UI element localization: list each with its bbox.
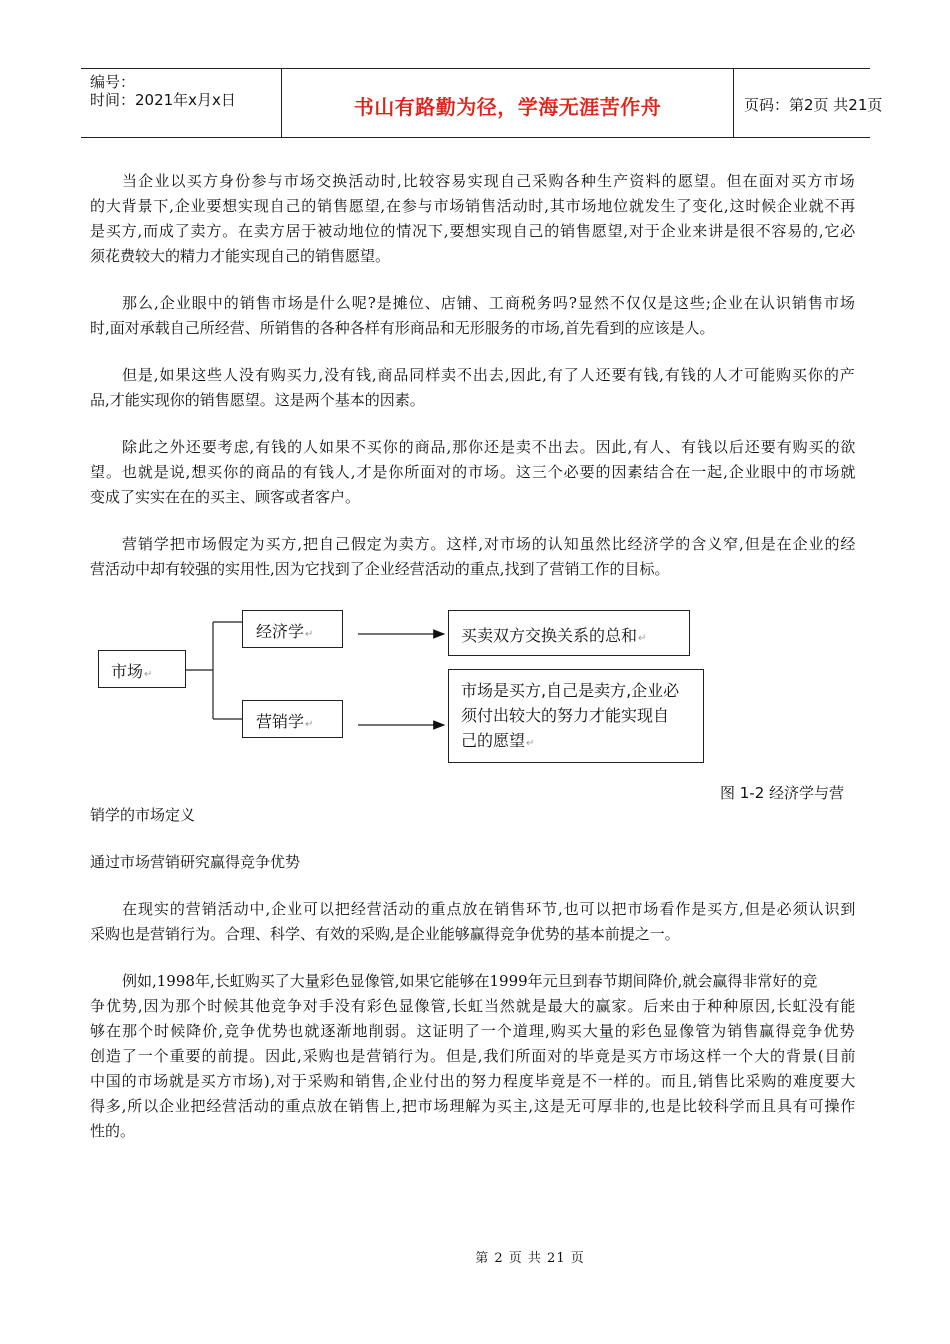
marketing-definition-box	[448, 669, 704, 763]
section-heading: 通过市场营销研究赢得竞争优势	[90, 853, 301, 871]
text-line: 争优势,因为那个时候其他竞争对手没有彩色显像管,长虹当然就是最大的赢家。后来由于种种原因,长虹没有能	[90, 997, 857, 1015]
header-page-cell	[734, 69, 883, 137]
text-line: 那么,企业眼中的销售市场是什么呢?是摊位、店铺、工商税务吗?显然不仅仅是这些;企业在认识销售市场	[122, 294, 856, 312]
text-line: 品,才能实现你的销售愿望。这是两个基本的因素。	[90, 391, 425, 409]
economics-box	[242, 610, 343, 648]
text-line: 但是,如果这些人没有购买力,没有钱,商品同样卖不出去,因此,有了人还要有钱,有钱的人才可能购买你的产	[122, 366, 856, 384]
header-motto: 书山有路勤为径，学海无涯苦作舟	[353, 95, 662, 119]
text-line: 中国的市场就是买方市场),对于采购和销售,企业付出的努力程度毕竟是不一样的。而且,销售比采购的难度要大	[90, 1072, 857, 1090]
text-line: 营活动中却有较强的实用性,因为它找到了企业经营活动的重点,找到了营销工作的目标。	[90, 560, 670, 578]
document-time-label: 时间：2021年x月x日	[90, 91, 236, 109]
market-box	[98, 650, 186, 688]
market-label: 市场	[111, 662, 144, 681]
header-page-number: 页码：第2页 共21页	[744, 96, 883, 114]
text-line: 除此之外还要考虑,有钱的人如果不买你的商品,那你还是卖不出去。因此,有人、有钱以后还要有购买的欲	[122, 438, 857, 456]
text-line: 的大背景下,企业要想实现自己的销售愿望,在参与市场销售活动时,其市场地位就发生了变化,这时候企业就不再	[90, 197, 857, 215]
marketing-label: 营销学	[256, 712, 305, 731]
marketing-definition-line: 须付出较大的努力才能实现自	[461, 706, 670, 725]
economics-definition: 买卖双方交换关系的总和	[461, 626, 638, 645]
paragraph-mark-icon: ↵	[526, 738, 535, 749]
text-line: 在现实的营销活动中,企业可以把经营活动的重点放在销售环节,也可以把市场看作是买方,但是必须认识到	[122, 900, 857, 918]
page-footer: 第 2 页 共 21 页	[475, 1251, 585, 1266]
text-line: 是买方,而成了卖方。在卖方居于被动地位的情况下,要想实现自己的销售愿望,对于企业来讲是很不容易的,它必	[90, 222, 857, 240]
text-line: 够在那个时候降价,竞争优势也就逐渐地削弱。这证明了一个道理,购买大量的彩色显像管为销售赢得竞争优势	[90, 1022, 856, 1040]
paragraph-mark-icon: ↵	[638, 633, 647, 644]
economics-definition-box	[448, 610, 690, 656]
paragraph-mark-icon: ↵	[144, 669, 153, 680]
text-line: 例如,1998年,长虹购买了大量彩色显像管,如果它能够在1999年元旦到春节期间降价,就会赢得非常好的竞	[122, 972, 818, 990]
marketing-box	[242, 700, 343, 738]
text-line: 变成了实实在在的买主、顾客或者客户。	[90, 488, 361, 506]
header-motto-cell	[282, 69, 734, 137]
text-line: 须花费较大的精力才能实现自己的销售愿望。	[90, 247, 391, 265]
figure-caption-continued: 销学的市场定义	[90, 806, 196, 824]
document-number-label: 编号：	[90, 73, 136, 91]
text-line: 得多,所以企业把经营活动的重点放在销售上,把市场理解为买主,这是无可厚非的,也是比较科学而且具有可操作	[90, 1097, 857, 1115]
marketing-definition-line: 己的愿望	[461, 731, 526, 750]
paragraph-mark-icon: ↵	[305, 629, 314, 640]
text-line: 望。也就是说,想买你的商品的有钱人,才是你所面对的市场。这三个必要的因素结合在一起,企业眼中的市场就	[90, 463, 857, 481]
paragraph-mark-icon: ↵	[305, 719, 314, 730]
text-line: 创造了一个重要的前提。因此,采购也是营销行为。但是,我们所面对的毕竟是买方市场这样一个大的背景(目前	[90, 1047, 857, 1065]
text-line: 时,面对承载自己所经营、所销售的各种各样有形商品和无形服务的市场,首先看到的应该是人。	[90, 319, 715, 337]
text-line: 性的。	[90, 1122, 136, 1140]
header-info-cell	[81, 69, 282, 137]
marketing-definition-line: 市场是买方,自己是卖方,企业必	[461, 681, 680, 700]
text-line: 采购也是营销行为。合理、科学、有效的采购,是企业能够赢得竞争优势的基本前提之一。	[90, 925, 680, 943]
page-header	[81, 68, 883, 138]
economics-label: 经济学	[256, 622, 305, 641]
figure-caption: 图 1-2 经济学与营	[720, 784, 845, 802]
text-line: 当企业以买方身份参与市场交换活动时,比较容易实现自己采购各种生产资料的愿望。但在面对买方市场	[122, 172, 856, 190]
text-line: 营销学把市场假定为买方,把自己假定为卖方。这样,对市场的认知虽然比经济学的含义窄,但是在企业的经	[122, 535, 857, 553]
